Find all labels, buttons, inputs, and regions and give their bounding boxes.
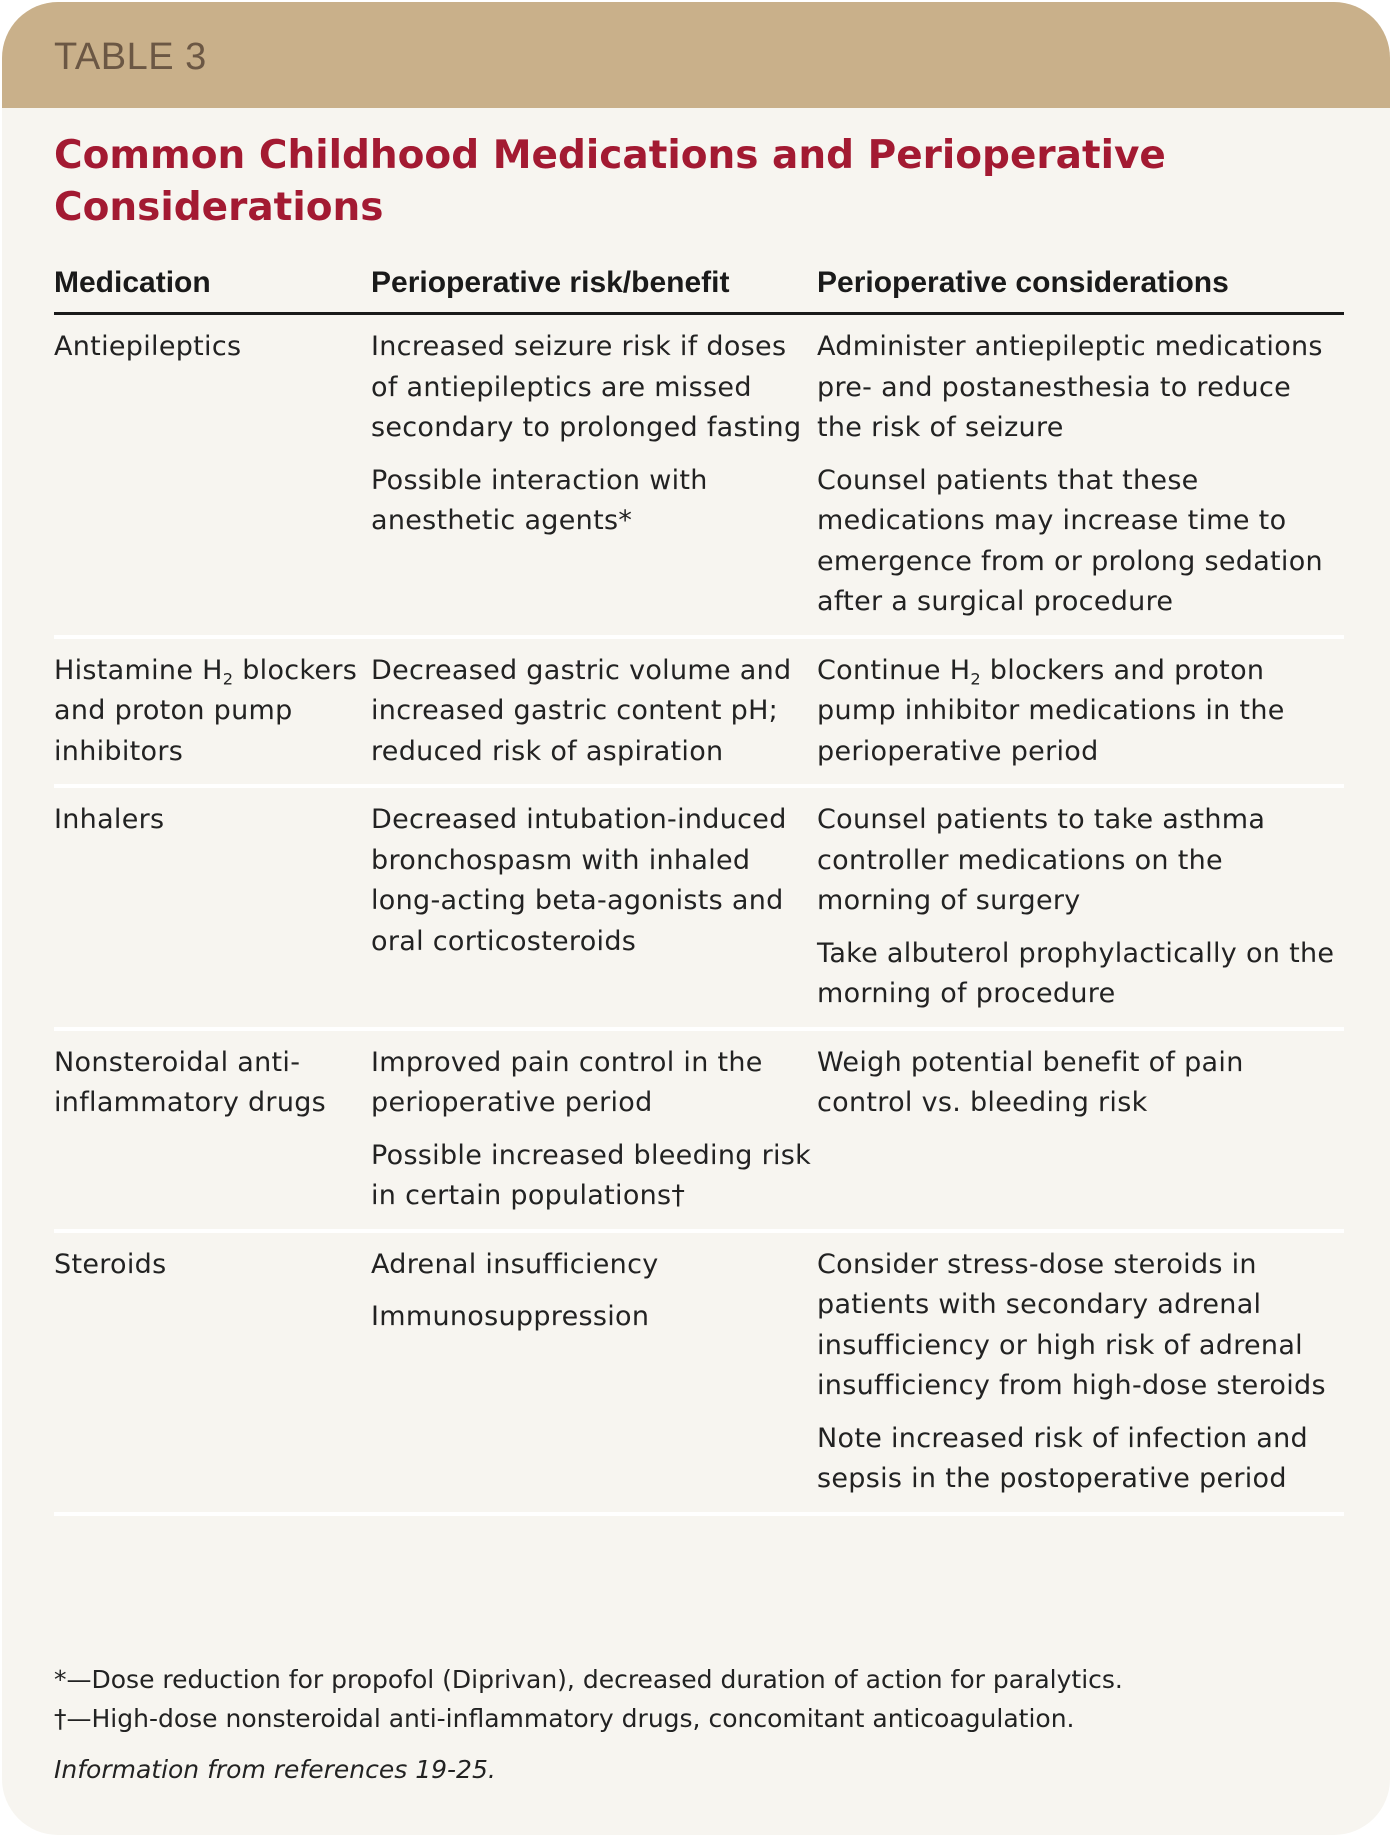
consideration-item: Counsel patients that these medications may increase time to emergence from or prolong sedation after a surgical procedure	[817, 464, 1323, 617]
cell-medication	[54, 1245, 371, 1500]
table-title: Common Childhood Medications and Perioperative Considerations	[54, 133, 1166, 230]
column-header-risk-benefit: Perioperative risk/benefit	[371, 266, 730, 299]
table-row-steroids	[54, 1233, 1344, 1516]
consideration-item: Weigh potential benefit of pain control vs. bleeding risk	[817, 1046, 1244, 1118]
table-card	[2, 2, 1390, 1835]
table-row-nsaids	[54, 1031, 1344, 1233]
card-header-band	[2, 2, 1390, 108]
table-label: TABLE 3	[54, 36, 207, 78]
risk-benefit-item: Possible increased bleeding risk in certain populations†	[371, 1139, 812, 1211]
medication-name: Steroids	[54, 1248, 167, 1280]
cell-considerations	[817, 800, 1344, 1015]
table-row-inhalers	[54, 788, 1344, 1031]
risk-benefit-item: Improved pain control in the perioperative period	[371, 1046, 763, 1118]
consideration-item: Continue $H_2$ blockers and proton pump inhibitor medications in the perioperative period	[817, 654, 1285, 767]
medication-name: Histamine $H_2$ blockers and proton pump inhibitors	[54, 654, 358, 767]
table-row-antiepileptics	[54, 315, 1344, 639]
cell-risk-benefit	[371, 1043, 817, 1217]
cell-medication	[54, 1043, 371, 1217]
footnotes	[54, 1660, 1344, 1789]
risk-benefit-item: Decreased intubation-induced bronchospasm with inhaled long-acting beta-agonists and oral corticosteroids	[371, 804, 787, 957]
medications-table	[54, 254, 1344, 1516]
cell-risk-benefit	[371, 327, 817, 623]
column-header-considerations: Perioperative considerations	[817, 266, 1229, 299]
cell-medication	[54, 327, 371, 623]
risk-benefit-item: Adrenal insufficiency	[371, 1248, 659, 1280]
table-header-row	[54, 254, 1344, 315]
cell-risk-benefit	[371, 800, 817, 1015]
risk-benefit-item: Immunosuppression	[371, 1301, 650, 1332]
cell-considerations	[817, 327, 1344, 623]
cell-considerations	[817, 1043, 1344, 1217]
risk-benefit-item: Increased seizure risk if doses of antiepileptics are missed secondary to prolonged fasting	[371, 331, 802, 443]
source-note: Information from references 19-25.	[54, 1755, 496, 1784]
risk-benefit-item: Decreased gastric volume and increased gastric content pH; reduced risk of aspiration	[371, 654, 792, 767]
cell-considerations	[817, 651, 1344, 773]
risk-benefit-item: Possible interaction with anesthetic agents*	[371, 464, 708, 536]
medication-name: Nonsteroidal anti-inflammatory drugs	[54, 1046, 327, 1118]
cell-considerations	[817, 1245, 1344, 1500]
medication-name: Antiepileptics	[54, 331, 242, 362]
consideration-item: Consider stress-dose steroids in patients with secondary adrenal insufficiency or high risk of adrenal insufficiency from high-dose steroids	[817, 1248, 1326, 1401]
table-row-h2-blockers	[54, 639, 1344, 789]
medication-name: Inhalers	[54, 804, 165, 835]
consideration-item: Take albuterol prophylactically on the morning of procedure	[817, 937, 1335, 1009]
footnote-asterisk: *—Dose reduction for propofol (Diprivan), decreased duration of action for paralytics.	[54, 1665, 1123, 1694]
cell-risk-benefit	[371, 1245, 817, 1500]
cell-medication	[54, 651, 371, 773]
column-header-medication: Medication	[54, 266, 211, 299]
consideration-item: Note increased risk of infection and sepsis in the postoperative period	[817, 1422, 1308, 1494]
footnote-dagger: †—High-dose nonsteroidal anti-inflammatory drugs, concomitant anticoagulation.	[54, 1704, 1075, 1733]
consideration-item: Administer antiepileptic medications pre- and postanesthesia to reduce the risk of seizure	[817, 331, 1323, 443]
consideration-item: Counsel patients to take asthma controller medications on the morning of surgery	[817, 804, 1266, 916]
cell-risk-benefit	[371, 651, 817, 773]
cell-medication	[54, 800, 371, 1015]
